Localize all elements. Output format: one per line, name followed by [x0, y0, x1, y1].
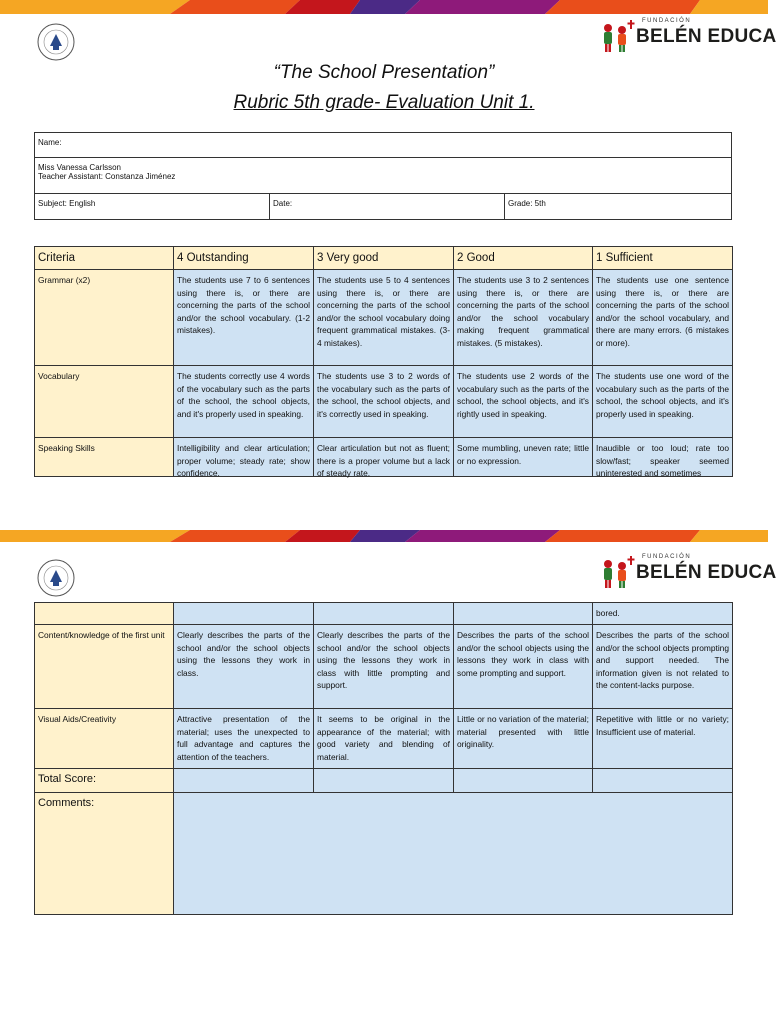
continuation-criterion [35, 603, 174, 625]
header-sufficient: 1 Sufficient [593, 247, 733, 270]
header-criteria: Criteria [35, 247, 174, 270]
vocabulary-sufficient: The students use one word of the vocabulary such as the parts of the school, the school objects, and it's properly used in speaking. [593, 366, 733, 438]
assistant-name: Teacher Assistant: Constanza Jiménez [38, 172, 176, 181]
subject-field: Subject: English [35, 194, 270, 220]
visual-very-good: It seems to be original in the appearance of the material; with good variety and blending of material. [314, 709, 454, 769]
comments-area [174, 793, 733, 915]
speaking-good [454, 438, 593, 477]
rubric-row-vocabulary [35, 366, 733, 438]
total-score-label: Total Score: [35, 769, 174, 793]
continuation-outstanding [174, 603, 314, 625]
belen-educa-logo [600, 16, 777, 56]
vocabulary-very-good: The students use 3 to 2 words of the vocabulary such as the parts of the school, the school objects, and it's correctly used in speaking. [314, 366, 454, 438]
content-good: Describes the parts of the school and/or the school objects using the lessons they work in class with some prompting and support. [454, 625, 593, 709]
student-info-table [34, 132, 732, 220]
rubric-row-visual [35, 709, 733, 769]
school-seal-icon [36, 22, 76, 62]
rubric-row-grammar [35, 270, 733, 366]
speaking-very-good [314, 438, 454, 477]
rubric-table-part-2 [34, 602, 733, 915]
logo-name-text: BELÉN EDUCA [636, 562, 777, 583]
rubric-row-continuation [35, 603, 733, 625]
belen-educa-logo [600, 552, 777, 592]
total-sufficient [593, 769, 733, 793]
criterion-grammar: Grammar (x2) [35, 270, 174, 366]
vocabulary-outstanding: The students correctly use 4 words of the vocabulary such as the parts of the school, the school objects, and it's properly used in speaking. [174, 366, 314, 438]
criterion-speaking-label: Speaking Skills [38, 443, 95, 453]
rubric-header-row [35, 247, 733, 270]
rubric-row-speaking [35, 438, 733, 477]
visual-good: Little or no variation of the material; material presented with little originality. [454, 709, 593, 769]
speaking-sufficient [593, 438, 733, 477]
header-good: 2 Good [454, 247, 593, 270]
speaking-sufficient-continued: bored. [593, 603, 733, 625]
grammar-sufficient: The students use one sentence using there is, or there are concerning the parts of the school and/or the school vocabulary, and there are many errors. (6 mistakes or more). [593, 270, 733, 366]
criterion-vocabulary: Vocabulary [35, 366, 174, 438]
total-good [454, 769, 593, 793]
teacher-name: Miss Vanessa Carlsson [38, 163, 121, 172]
document-title: “The School Presentation” [273, 62, 495, 83]
content-sufficient: Describes the parts of the school and/or the school objects prompting and support needed. The information given is not related to the content-lacks purpose. [593, 625, 733, 709]
rubric-table-part-1 [34, 246, 733, 477]
speaking-sufficient-text: Inaudible or too loud; rate too slow/fast; speaker seemed uninterested and sometimes [596, 443, 729, 478]
logo-foundation-text: FUNDACIÓN [642, 18, 692, 24]
speaking-outstanding [174, 438, 314, 477]
total-very-good [314, 769, 454, 793]
page-gap [0, 500, 768, 530]
date-field: Date: [270, 194, 505, 220]
criterion-visual: Visual Aids/Creativity [35, 709, 174, 769]
school-seal-icon [36, 558, 76, 598]
grammar-outstanding: The students use 7 to 6 sentences using there is, or there are concerning the parts of the school and/or the school vocabulary. (1-2 mistakes). [174, 270, 314, 366]
children-figures-icon [600, 556, 636, 590]
speaking-very-good-text: Clear articulation but not as fluent; there is a proper volume but a lack of steady rate. [317, 443, 450, 478]
name-field: Name: [35, 133, 732, 158]
speaking-outstanding-text: Intelligibility and clear articulation; proper volume; steady rate; show confidence. [177, 443, 310, 478]
page-1 [0, 0, 777, 500]
children-figures-icon [600, 20, 636, 54]
header-outstanding: 4 Outstanding [174, 247, 314, 270]
color-banner [0, 530, 768, 542]
teacher-field [35, 158, 732, 194]
content-very-good: Clearly describes the parts of the school and/or the school objects using the lessons they work in class with little prompting and support. [314, 625, 454, 709]
visual-outstanding: Attractive presentation of the material; uses the unexpected to full advantage and captures the attention of the teachers. [174, 709, 314, 769]
continuation-very-good [314, 603, 454, 625]
grade-field: Grade: 5th [505, 194, 732, 220]
logo-name-text: BELÉN EDUCA [636, 26, 777, 47]
criterion-content: Content/knowledge of the first unit [35, 625, 174, 709]
color-banner [0, 0, 768, 14]
rubric-row-comments [35, 793, 733, 915]
header-very-good: 3 Very good [314, 247, 454, 270]
vocabulary-good: The students use 2 words of the vocabulary such as the parts of the school, the school objects, and it's rightly used in speaking. [454, 366, 593, 438]
logo-foundation-text: FUNDACIÓN [642, 554, 692, 560]
grammar-good: The students use 3 to 2 sentences using there is, or there are concerning the parts of the school and/or the school vocabulary making frequent grammatical mistakes. (5 mistakes). [454, 270, 593, 366]
speaking-good-text: Some mumbling, uneven rate; little or no expression. [457, 443, 589, 466]
content-outstanding: Clearly describes the parts of the school and/or the school objects using the lessons they work in class. [174, 625, 314, 709]
continuation-good [454, 603, 593, 625]
visual-sufficient: Repetitive with little or no variety; Insufficient use of material. [593, 709, 733, 769]
grammar-very-good: The students use 5 to 4 sentences using there is, or there are concerning the parts of the school and/or the school vocabulary doing frequent grammatical mistakes. (3-4 mistakes). [314, 270, 454, 366]
rubric-row-content [35, 625, 733, 709]
rubric-row-total [35, 769, 733, 793]
document-subtitle: Rubric 5th grade- Evaluation Unit 1. [233, 92, 535, 113]
total-outstanding [174, 769, 314, 793]
comments-label: Comments: [35, 793, 174, 915]
criterion-speaking [35, 438, 174, 477]
